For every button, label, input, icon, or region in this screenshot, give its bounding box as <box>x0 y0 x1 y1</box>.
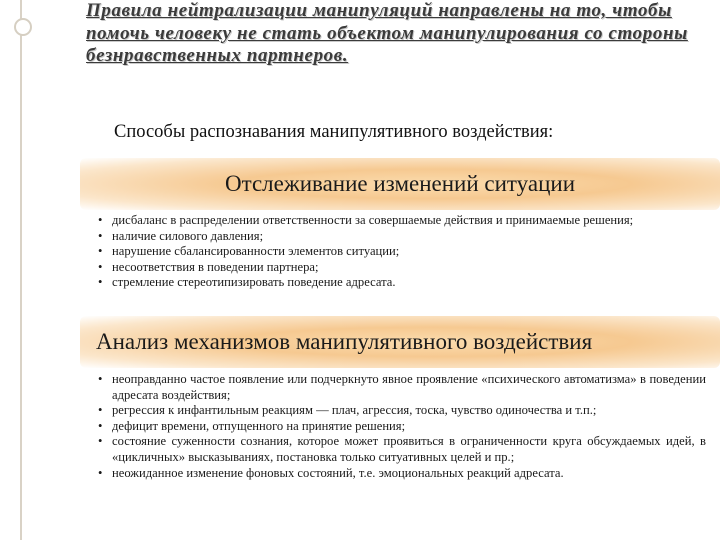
bullet-icon: • <box>98 259 103 274</box>
slide-title: Правила нейтрализации манипуляций направлены на то, чтобы помочь человеку не стать объектом манипулирования со стороны безнравственных партнеров. <box>86 0 688 66</box>
slide-subtitle: Способы распознавания манипулятивного воздействия: <box>114 122 554 142</box>
list-item: • состояние суженности сознания, которое может проявиться в ограниченности круга обсуждаемых идей, в «цикличных» высказываниях, постановка только ситуативных целей и пр.; <box>98 434 706 464</box>
bullet-list-tracking <box>96 213 706 291</box>
bullet-icon: • <box>98 275 103 290</box>
bullet-list-analysis <box>96 372 706 481</box>
list-item: • неоправданно частое появление или подчеркнуто явное проявление «психического автоматизма» в поведении адресата воздействия; <box>98 372 706 402</box>
list-item: • наличие силового давления; <box>98 228 264 243</box>
bullet-icon: • <box>98 372 103 386</box>
list-item: • дефицит времени, отпущенного на принятие решения; <box>98 418 406 433</box>
section-heading-analysis <box>80 316 720 368</box>
bullet-icon: • <box>98 434 103 449</box>
list-item: • нарушение сбалансированности элементов ситуации; <box>98 244 400 259</box>
bullet-icon: • <box>98 213 103 227</box>
list-item: • стремление стереотипизировать поведение адресата. <box>98 275 396 290</box>
section-heading-text: Отслеживание изменений ситуации <box>225 171 575 196</box>
list-item: • неожиданное изменение фоновых состояний, т.е. эмоциональных реакций адресата. <box>98 465 564 480</box>
bullet-icon: • <box>98 228 103 243</box>
list-item: • несоответствия в поведении партнера; <box>98 259 319 274</box>
bullet-icon: • <box>98 244 103 259</box>
ring-decoration-icon <box>14 18 32 36</box>
bullet-icon: • <box>98 418 103 433</box>
section-heading-text: Анализ механизмов манипулятивного воздействия <box>96 329 593 354</box>
bullet-icon: • <box>98 403 103 418</box>
bullet-icon: • <box>98 465 103 480</box>
left-margin-rule <box>20 0 22 540</box>
list-item: • дисбаланс в распределении ответственности за совершаемые действия и принимаемые решения; <box>98 213 634 227</box>
section-heading-tracking <box>80 158 720 210</box>
list-item: • регрессия к инфантильным реакциям — плач, агрессия, тоска, чувство одиночества и т.п.; <box>98 403 597 418</box>
